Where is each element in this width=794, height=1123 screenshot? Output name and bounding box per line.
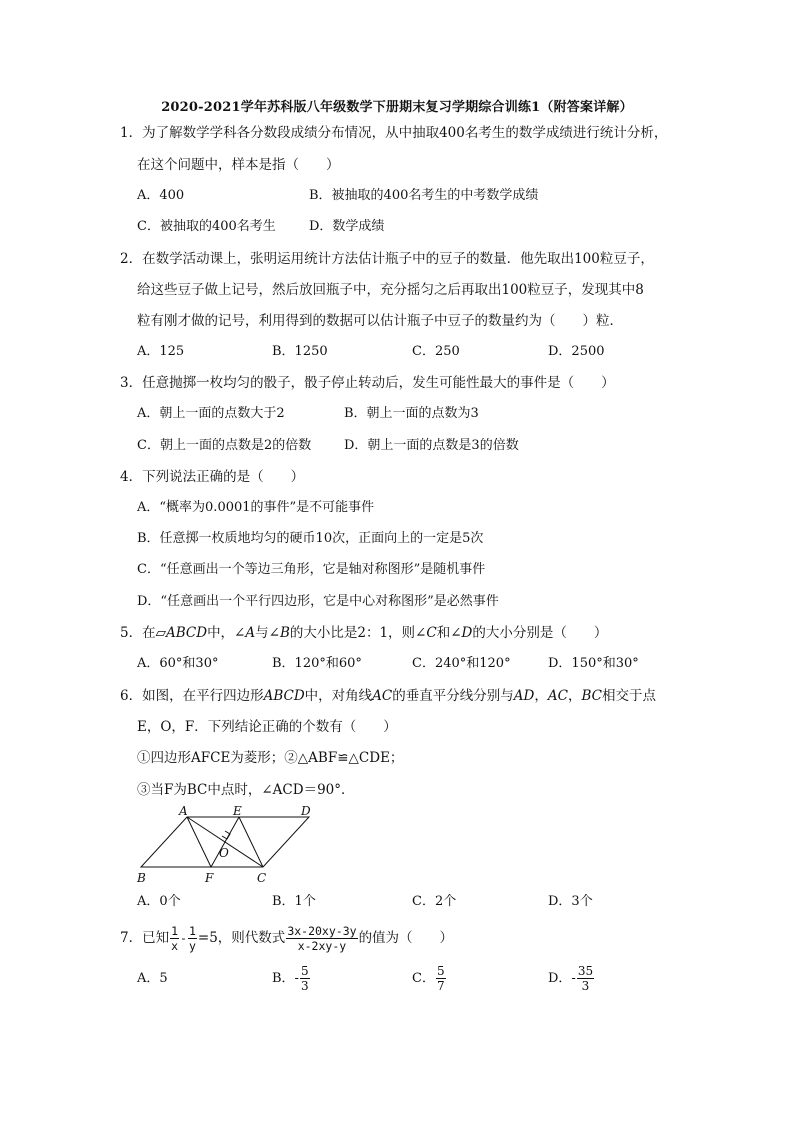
q7-text-post: 的值为（ ） (358, 930, 454, 946)
q6-text-pre: 6．如图，在平行四边形 (120, 688, 264, 704)
page-title: 2020-2021学年苏科版八年级数学下册期末复习学期综合训练1（附答案详解） (161, 100, 633, 115)
q5-text-pre: 5．在▱ (120, 625, 166, 641)
q6-comma2: ， (567, 688, 582, 704)
label-e: E (233, 805, 242, 818)
q7-fraction-1-over-x: $\frac{1}{x}$ (171, 924, 179, 953)
label-o: O (219, 846, 229, 860)
q1-option-c: C．被抽取的400名考生 (137, 219, 276, 234)
q5-angle-d: D (461, 625, 473, 641)
q7-fraction-1-over-y: $\frac{1}{y}$ (188, 924, 196, 953)
q3-option-d: D．朝上一面的点数是3的倍数 (344, 438, 519, 453)
q2-option-d: D．2500 (548, 344, 605, 359)
q5-option-d: D．150°和30° (548, 656, 639, 671)
q7-option-b-fraction: $\frac{5}{3}$ (300, 964, 309, 993)
q6-abcd: ABCD (263, 688, 305, 704)
q5-text-post: 的大小分别是（ ） (472, 625, 608, 641)
q5-text-mid4: 和∠ (436, 625, 462, 641)
q5-text-mid2: 与∠ (255, 625, 280, 641)
q2-stem-line1: 2．在数学活动课上，张明运用统计方法估计瓶子中的豆子的数量．他先取出100粒豆子， (120, 251, 654, 267)
label-d: D (301, 805, 311, 818)
q5-option-b: B．120°和60° (272, 656, 362, 671)
q6-option-a: A．0个 (137, 894, 181, 909)
q3-option-a: A．朝上一面的点数大于2 (137, 406, 285, 421)
q3-stem: 3．任意抛掷一枚均匀的骰子，骰子停止转动后，发生可能性最大的事件是（ ） (120, 375, 615, 391)
q6-ac: AC (372, 688, 393, 704)
q6-ac2: AC (547, 688, 568, 704)
q6-text-mid: 中，对角线 (304, 688, 373, 704)
q4-stem: 4．下列说法正确的是（ ） (120, 469, 305, 485)
q3-option-c: C．朝上一面的点数是2的倍数 (137, 438, 312, 453)
q5-option-a: A．60°和30° (137, 656, 219, 671)
q4-option-d: D．“任意画出一个平行四边形，它是中心对称图形”是必然事件 (137, 594, 499, 609)
q6-stem-line4: ③当F为BC中点时，∠ACD＝90°． (137, 782, 355, 798)
q5-text-mid1: 中，∠ (207, 625, 246, 641)
q7-option-a: A．5 (137, 971, 168, 986)
q7-option-b (272, 962, 311, 996)
q6-stem-line1 (120, 687, 656, 705)
q7-stem (120, 921, 453, 955)
q7-option-d-fraction: $\frac{35}{3}$ (577, 964, 594, 993)
q6-comma1: ， (534, 688, 548, 704)
label-f: F (205, 871, 214, 885)
q6-ad: AD (513, 688, 535, 704)
q6-text-mid2: 的垂直平分线分别与 (392, 688, 514, 704)
q5-text-mid3: 的大小比是2：1，则∠ (289, 625, 427, 641)
q7-minus: - (180, 931, 187, 945)
q1-option-b: B．被抽取的400名考生的中考数学成绩 (309, 188, 539, 203)
q7-option-c-fraction: $\frac{5}{7}$ (436, 964, 445, 993)
q2-option-b: B．1250 (272, 344, 328, 359)
q5-stem (120, 624, 607, 642)
q7-option-c (412, 962, 447, 996)
q3-option-b: B．朝上一面的点数为3 (344, 406, 479, 421)
q7-option-c-prefix: C． (412, 971, 435, 986)
q7-text-pre: 7．已知 (120, 930, 170, 946)
q6-option-b: B．1个 (272, 894, 316, 909)
q5-angle-c: C (426, 625, 437, 641)
q6-stem-line3: ①四边形AFCE为菱形；②△ABF≌△CDE； (137, 750, 404, 766)
q1-stem-line2: 在这个问题中，样本是指（ ） (137, 157, 340, 173)
q7-fraction-expression: $\frac{3x-20xy-3y}{x-2xy-y}$ (287, 924, 357, 953)
q2-option-c: C．250 (412, 344, 460, 359)
parallelogram-figure (135, 805, 320, 887)
q7-option-d-prefix: D．- (548, 971, 576, 986)
q6-bc: BC (581, 688, 602, 704)
q6-option-d: D．3个 (548, 894, 593, 909)
q6-option-c: C．2个 (412, 894, 457, 909)
q4-option-b: B．任意掷一枚质地均匀的硬币10次，正面向上的一定是5次 (137, 531, 484, 546)
q7-option-d (548, 962, 595, 996)
q6-text-post: 相交于点 (601, 688, 656, 704)
q4-option-c: C．“任意画出一个等边三角形，它是轴对称图形”是随机事件 (137, 562, 486, 577)
q6-stem-line2: E，O，F．下列结论正确的个数有（ ） (137, 719, 397, 735)
label-c: C (257, 871, 267, 885)
label-a: A (179, 805, 188, 818)
label-b: B (137, 871, 146, 885)
q1-option-d: D．数学成绩 (309, 219, 385, 234)
q2-stem-line2: 给这些豆子做上记号，然后放回瓶子中，充分摇匀之后再取出100粒豆子，发现其中8 (137, 282, 644, 298)
q7-text-eq: =5，则代数式 (197, 930, 286, 946)
q2-option-a: A．125 (137, 344, 185, 359)
q5-abcd: ABCD (165, 625, 208, 641)
q5-option-c: C．240°和120° (412, 656, 511, 671)
q5-angle-b: B (279, 625, 290, 641)
q2-stem-line3: 粒有刚才做的记号，利用得到的数据可以估计瓶子中豆子的数量约为（ ）粒． (137, 313, 623, 329)
q7-option-b-prefix: B．- (272, 971, 299, 986)
q1-stem-line1: 1．为了解数学学科各分数段成绩分布情况，从中抽取400名考生的数学成绩进行统计分析， (120, 125, 668, 141)
q4-option-a: A．“概率为0.0001的事件”是不可能事件 (137, 500, 375, 515)
q5-angle-a: A (245, 625, 256, 641)
q1-option-a: A．400 (137, 188, 185, 203)
